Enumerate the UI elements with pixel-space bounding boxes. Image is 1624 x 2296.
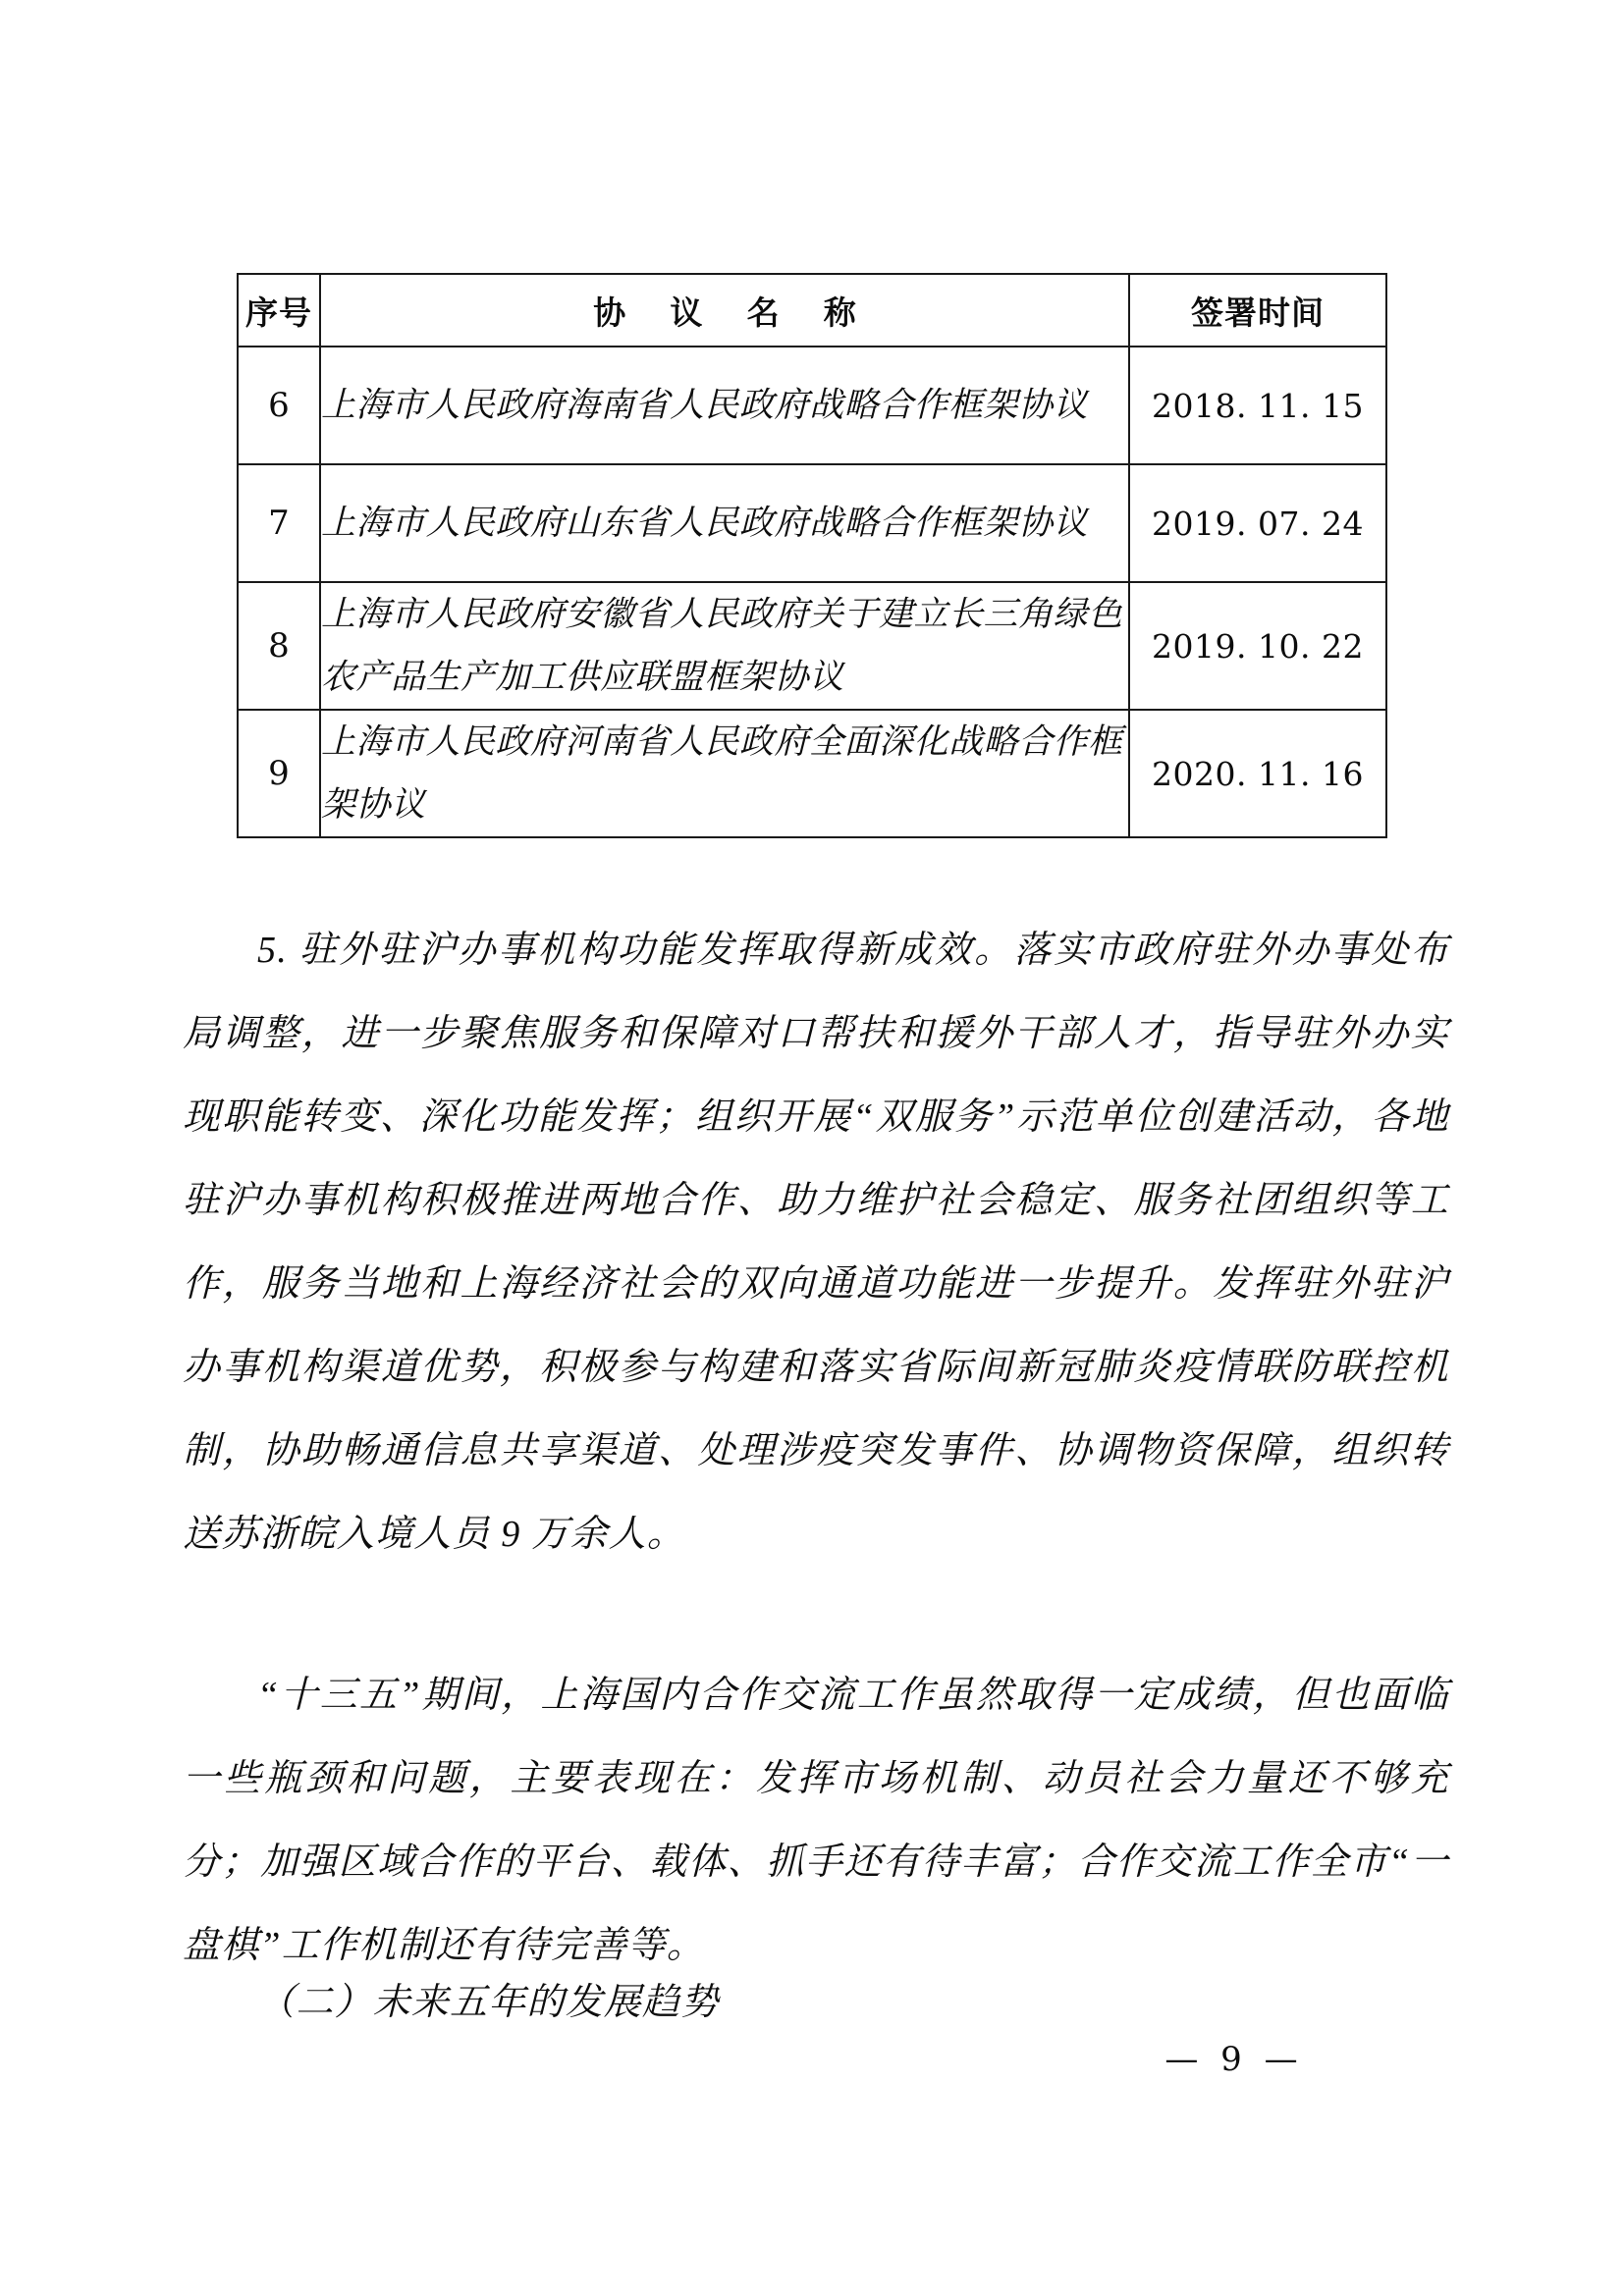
column-header-index: 序号 bbox=[238, 274, 320, 347]
agreement-list-table bbox=[237, 273, 1387, 838]
table-row bbox=[238, 464, 1386, 582]
column-header-agreement-name: 协 议 名 称 bbox=[320, 274, 1129, 347]
cell-index: 8 bbox=[238, 582, 320, 710]
section-heading-block bbox=[183, 1961, 1449, 2045]
paragraph-challenges: “十三五”期间，上海国内合作交流工作虽然取得一定成绩，但也面临一些瓶颈和问题，主要表现在：发挥市场机制、动员社会力量还不够充分；加强区域合作的平台、载体、抓手还有待丰富；合作交流工作全市“一盘棋”工作机制还有待完善等。 bbox=[183, 1675, 1449, 1966]
cell-agreement-name: 上海市人民政府河南省人民政府全面深化战略合作框架协议 bbox=[320, 710, 1129, 837]
page-footer bbox=[0, 2040, 1624, 2079]
cell-signing-date: 2019. 07. 24 bbox=[1129, 464, 1386, 582]
agreement-table-container bbox=[237, 273, 1385, 838]
cell-index: 9 bbox=[238, 710, 320, 837]
cell-signing-date: 2018. 11. 15 bbox=[1129, 347, 1386, 464]
page-number: — 9 — bbox=[1164, 2040, 1304, 2079]
cell-index: 7 bbox=[238, 464, 320, 582]
table-row bbox=[238, 347, 1386, 464]
cell-agreement-name: 上海市人民政府安徽省人民政府关于建立长三角绿色农产品生产加工供应联盟框架协议 bbox=[320, 582, 1129, 710]
paragraph-achievements: 5. 驻外驻沪办事机构功能发挥取得新成效。落实市政府驻外办事处布局调整，进一步聚焦服务和保障对口帮扶和援外干部人才，指导驻外办实现职能转变、深化功能发挥；组织开展“双服务”示范单位创建活动，各地驻沪办事机构积极推进两地合作、助力维护社会稳定、服务社团组织等工作，服务当地和上海经济社会的双向通道功能进一步提升。发挥驻外驻沪办事机构渠道优势，积极参与构建和落实省际间新冠肺炎疫情联防联控机制，协助畅通信息共享渠道、处理涉疫突发事件、协调物资保障，组织转送苏浙皖入境人员 9 万余人。 bbox=[183, 930, 1449, 1555]
cell-agreement-name: 上海市人民政府海南省人民政府战略合作框架协议 bbox=[320, 347, 1129, 464]
section-heading-future-trends: （二）未来五年的发展趋势 bbox=[257, 1982, 720, 2023]
body-text-block bbox=[183, 909, 1449, 1576]
column-header-signing-date: 签署时间 bbox=[1129, 274, 1386, 347]
table-row bbox=[238, 582, 1386, 710]
table-header-row bbox=[238, 274, 1386, 347]
cell-index: 6 bbox=[238, 347, 320, 464]
table-row bbox=[238, 710, 1386, 837]
cell-signing-date: 2019. 10. 22 bbox=[1129, 582, 1386, 710]
cell-signing-date: 2020. 11. 16 bbox=[1129, 710, 1386, 837]
cell-agreement-name: 上海市人民政府山东省人民政府战略合作框架协议 bbox=[320, 464, 1129, 582]
body-text-block-2 bbox=[183, 1654, 1449, 1988]
